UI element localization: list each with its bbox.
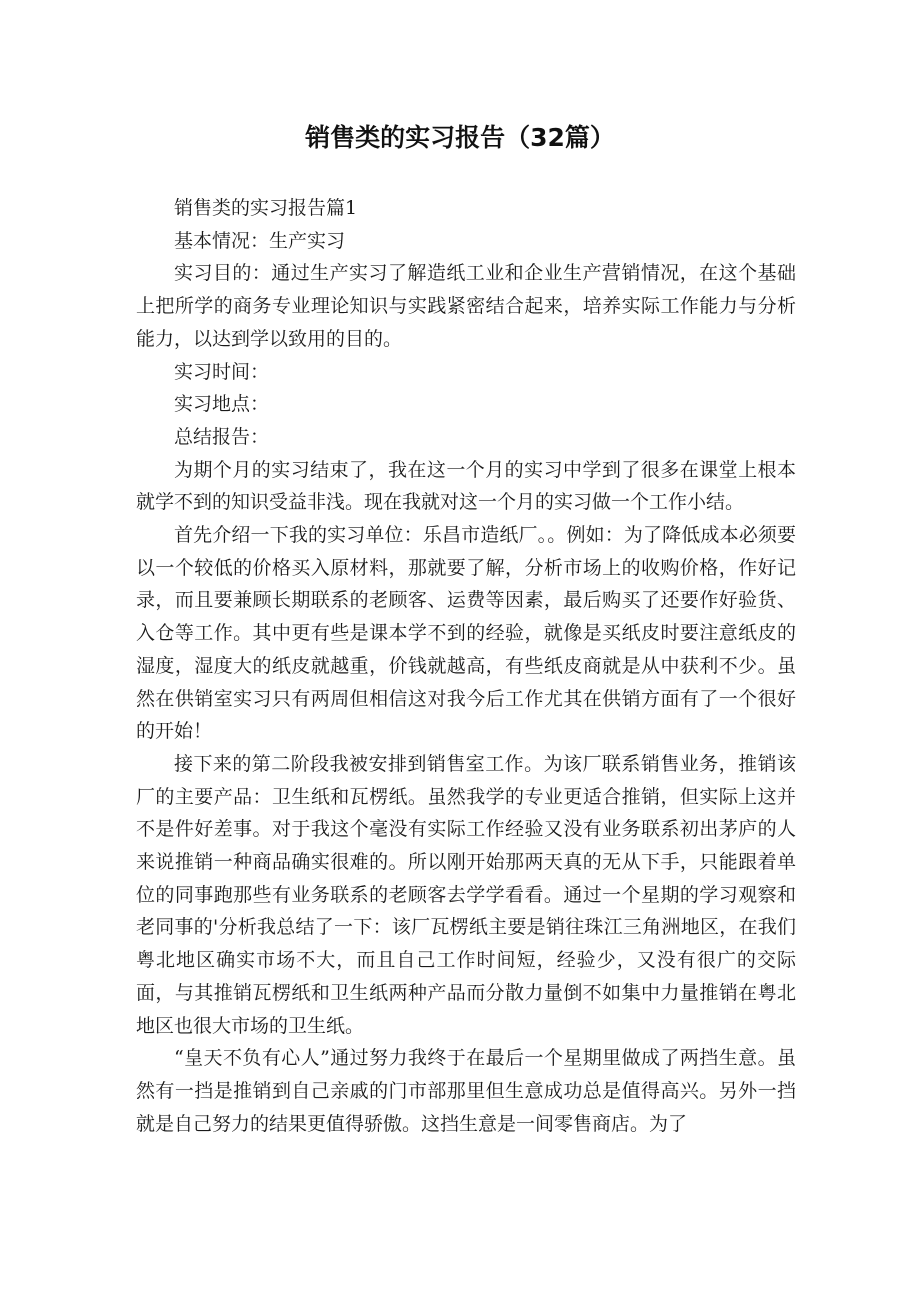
document-body bbox=[136, 192, 796, 1140]
paragraph-success: “皇天不负有心人”通过努力我终于在最后一个星期里做成了两挡生意。虽然有一挡是推销到自己亲戚的门市部那里但生意成功总是值得高兴。另外一挡就是自己努力的结果更值得骄傲。这挡生意是一间零售商店。为了 bbox=[136, 1047, 796, 1135]
paragraph-purpose: 实习目的：通过生产实习了解造纸工业和企业生产营销情况，在这个基础上把所学的商务专业理论知识与实践紧密结合起来，培养实际工作能力与分析能力，以达到学以致用的目的。 bbox=[136, 262, 796, 350]
paragraph-time: 实习时间： bbox=[174, 360, 270, 383]
paragraph-basic-info: 基本情况：生产实习 bbox=[174, 229, 346, 252]
paragraph-unit: 首先介绍一下我的实习单位：乐昌市造纸厂。。例如：为了降低成本必须要以一个较低的价格买入原材料，那就要了解，分析市场上的收购价格，作好记录，而且要兼顾长期联系的老顾客、运费等因素，最后购买了还要作好验货、入仓等工作。其中更有些是课本学不到的经验，就像是买纸皮时要注意纸皮的湿度，湿度大的纸皮就越重，价钱就越高，有些纸皮商就是从中获利不少。虽然在供销室实习只有两周但相信这对我今后工作尤其在供销方面有了一个很好的开始！ bbox=[136, 524, 796, 743]
paragraph-summary-label: 总结报告： bbox=[174, 425, 270, 448]
paragraph-sales-stage: 接下来的第二阶段我被安排到销售室工作。为该厂联系销售业务，推销该厂的主要产品：卫生纸和瓦楞纸。虽然我学的专业更适合推销，但实际上这并不是件好差事。对于我这个毫没有实际工作经验又没有业务联系初出茅庐的人来说推销一种商品确实很难的。所以刚开始那两天真的无从下手，只能跟着单位的同事跑那些有业务联系的老顾客去学学看看。通过一个星期的学习观察和老同事的'分析我总结了一下：该厂瓦楞纸主要是销往珠江三角洲地区，在我们粤北地区确实市场不大，而且自己工作时间短，经验少，又没有很广的交际面，与其推销瓦楞纸和卫生纸两种产品而分散力量倒不如集中力量推销在粤北地区也很大市场的卫生纸。 bbox=[136, 752, 796, 1037]
paragraph-location: 实习地点： bbox=[174, 393, 270, 416]
document-title: 销售类的实习报告（32篇） bbox=[305, 123, 615, 152]
paragraph-intro: 为期个月的实习结束了，我在这一个月的实习中学到了很多在课堂上根本就学不到的知识受益非浅。现在我就对这一个月的实习做一个工作小结。 bbox=[136, 458, 796, 514]
section-heading: 销售类的实习报告篇1 bbox=[174, 197, 358, 219]
